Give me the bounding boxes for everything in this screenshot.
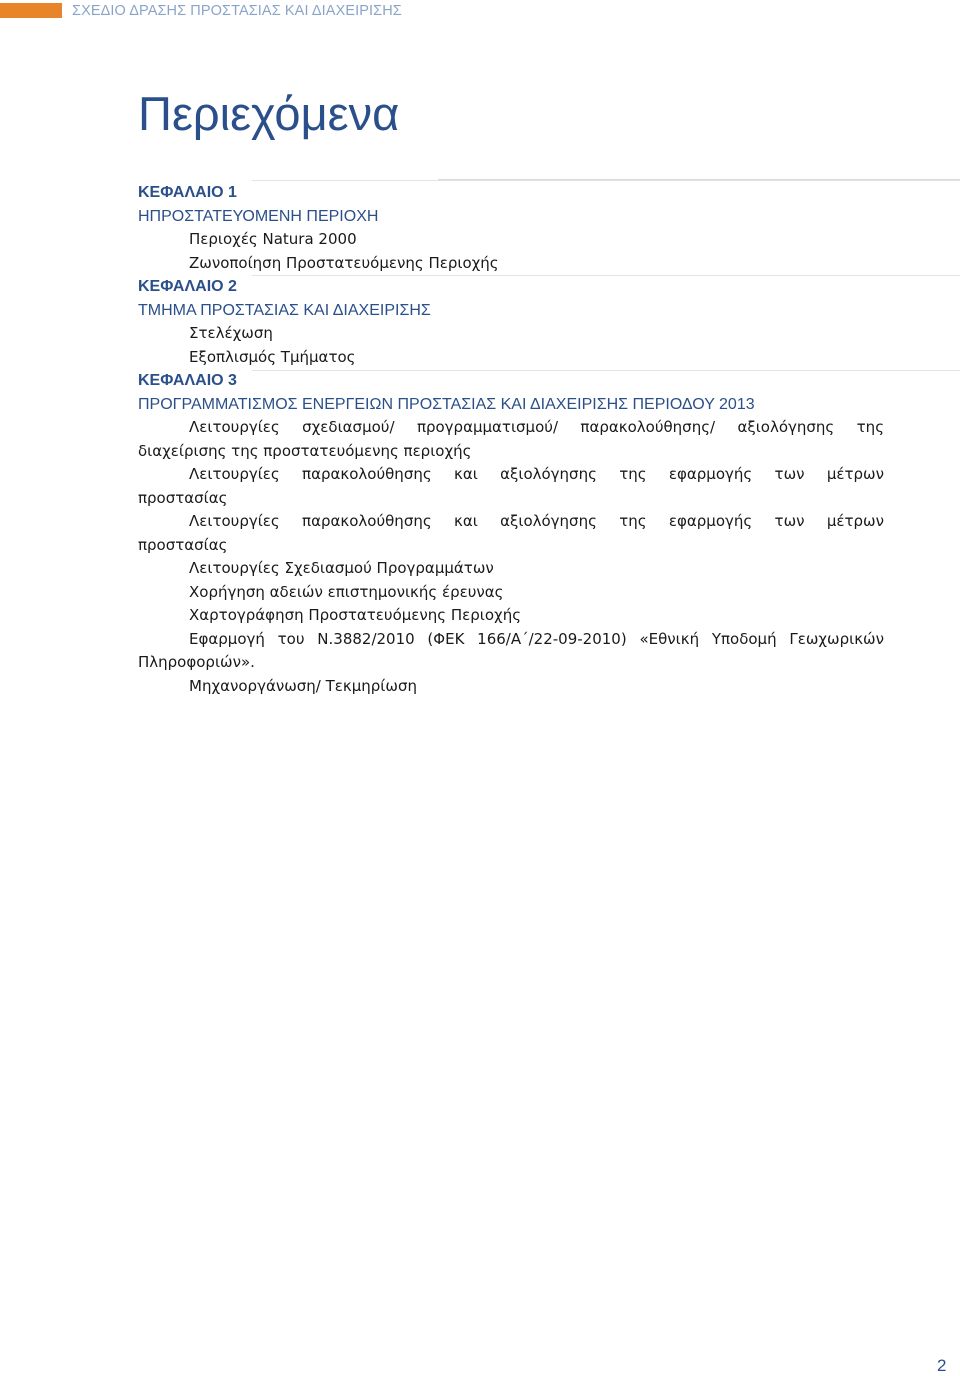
- toc-item[interactable]: Μηχανοργάνωση/ Τεκμηρίωση: [189, 676, 417, 695]
- toc-section-3[interactable]: ΠΡΟΓΡΑΜΜΑΤΙΣΜΟΣ ΕΝΕΡΓΕΙΩΝ ΠΡΟΣΤΑΣΙΑΣ ΚΑΙ ΔΙΑΧΕΙΡΙΣΗΣ ΠΕΡΙΟΔΟΥ 2013: [138, 395, 755, 413]
- toc-item[interactable]: Περιοχές Natura 2000: [189, 230, 357, 248]
- toc-item-line: προστασίας: [138, 488, 228, 507]
- toc-item-line: Λειτουργίες παρακολούθησης και αξιολόγησης της εφαρμογής των μέτρων: [189, 465, 884, 483]
- page-number: 2: [937, 1356, 947, 1375]
- toc-item[interactable]: [138, 463, 884, 510]
- page-title: Περιεχόμενα: [138, 87, 400, 140]
- toc-item-line: Λειτουργίες σχεδιασμού/ προγραμματισμού/ παρακολούθησης/ αξιολόγησης της: [189, 418, 884, 436]
- toc-chapter-1[interactable]: ΚΕΦΑΛΑΙΟ 1: [138, 184, 237, 201]
- toc-item[interactable]: [138, 628, 884, 675]
- toc-item[interactable]: Εξοπλισμός Τμήματος: [189, 347, 356, 366]
- toc-item-line: προστασίας: [138, 535, 228, 554]
- toc-item-line: Εφαρμογή του Ν.3882/2010 (ΦΕΚ 166/Α΄/22-09-2010) «Εθνική Υποδομή Γεωχωρικών: [189, 629, 884, 648]
- table-of-contents: [138, 181, 884, 698]
- toc-item[interactable]: Λειτουργίες Σχεδιασμού Προγραμμάτων: [189, 559, 494, 577]
- toc-section-2[interactable]: ΤΜΗΜΑ ΠΡΟΣΤΑΣΙΑΣ ΚΑΙ ΔΙΑΧΕΙΡΙΣΗΣ: [138, 301, 431, 319]
- toc-chapter-2[interactable]: ΚΕΦΑΛΑΙΟ 2: [138, 278, 237, 295]
- toc-item[interactable]: Χορήγηση αδειών επιστημονικής έρευνας: [189, 582, 504, 601]
- toc-item-line: Πληροφοριών».: [138, 653, 255, 671]
- chapter-rule: [252, 370, 960, 371]
- toc-item-line: Λειτουργίες παρακολούθησης και αξιολόγησης της εφαρμογής των μέτρων: [189, 512, 884, 530]
- toc-chapter-3[interactable]: ΚΕΦΑΛΑΙΟ 3: [138, 372, 237, 389]
- toc-item[interactable]: Ζωνοποίηση Προστατευόμενης Περιοχής: [189, 253, 499, 272]
- header-accent-bar: [0, 3, 62, 18]
- toc-section-1[interactable]: ΗΠΡΟΣΤΑΤΕΥΟΜΕΝΗ ΠΕΡΙΟΧΗ: [138, 207, 379, 225]
- toc-item-line: διαχείρισης της προστατευόμενης περιοχής: [138, 441, 472, 460]
- toc-item[interactable]: Στελέχωση: [189, 324, 273, 342]
- chapter-rule: [252, 275, 960, 276]
- toc-item[interactable]: [138, 510, 884, 557]
- toc-item[interactable]: Χαρτογράφηση Προστατευόμενης Περιοχής: [189, 606, 522, 624]
- toc-item[interactable]: [138, 416, 884, 463]
- chapter-rule: [252, 180, 960, 181]
- running-header: ΣΧΕΔΙΟ ΔΡΑΣΗΣ ΠΡΟΣΤΑΣΙΑΣ ΚΑΙ ΔΙΑΧΕΙΡΙΣΗΣ: [72, 3, 402, 19]
